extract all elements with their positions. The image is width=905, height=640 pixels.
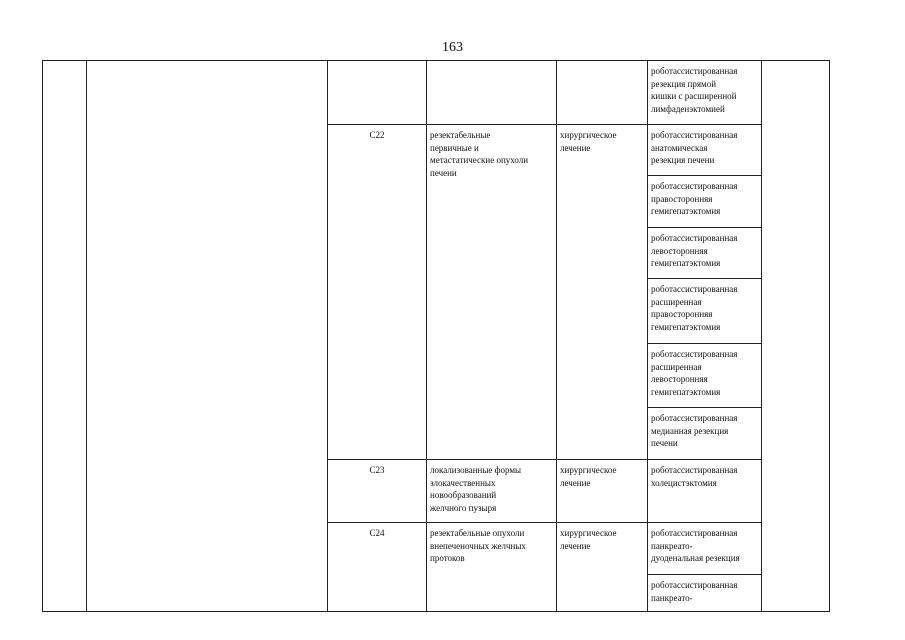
treatment-type-text: хирургическое лечение (560, 465, 617, 488)
treatment-type-cell (557, 125, 648, 460)
method-text: роботассистированная правосторонняя гемигепатэктомия (651, 181, 738, 216)
method-cell (648, 460, 762, 523)
method-text: роботассистированная панкреато- (651, 580, 738, 603)
method-cell (648, 344, 762, 408)
code-text: C24 (369, 528, 385, 538)
medical-procedures-table (42, 60, 830, 612)
number-column-cell (43, 61, 87, 612)
method-text: роботассистированная холецистэктомия (651, 465, 738, 488)
patient-model-text: резектабельные опухоли внепеченочных желчных протоков (430, 528, 526, 563)
method-cell (648, 523, 762, 575)
method-text: роботассистированная резекция прямой кишки с расширенной лимфаденэктомией (651, 66, 738, 114)
method-text: роботассистированная анатомическая резекция печени (651, 130, 738, 165)
method-cell (648, 408, 762, 460)
code-text: C23 (369, 465, 385, 475)
treatment-type-text: хирургическое лечение (560, 528, 617, 551)
method-cell (648, 228, 762, 279)
code-cell (328, 523, 427, 612)
method-text: роботассистированная расширенная правосторонняя гемигепатэктомия (651, 284, 738, 332)
treatment-type-text: хирургическое лечение (560, 130, 617, 153)
code-cell (328, 460, 427, 523)
code-cell (328, 61, 427, 125)
cost-column-cell (762, 61, 830, 612)
method-cell (648, 575, 762, 612)
treatment-type-cell (557, 61, 648, 125)
patient-model-cell (427, 460, 557, 523)
patient-model-cell (427, 61, 557, 125)
code-cell (328, 125, 427, 460)
profile-column-cell (87, 61, 328, 612)
method-text: роботассистированная расширенная левосторонняя гемигепатэктомия (651, 349, 738, 397)
treatment-type-cell (557, 523, 648, 612)
method-cell (648, 61, 762, 125)
table-row (43, 61, 830, 125)
treatment-type-cell (557, 460, 648, 523)
code-text: C22 (369, 130, 385, 140)
patient-model-cell (427, 523, 557, 612)
method-text: роботассистированная панкреато- дуоденальная резекция (651, 528, 740, 563)
method-cell (648, 279, 762, 344)
method-text: роботассистированная медианная резекция печени (651, 413, 738, 448)
page-number: 163 (442, 40, 463, 55)
method-text: роботассистированная левосторонняя гемигепатэктомия (651, 233, 738, 268)
patient-model-text: локализованные формы злокачественных новообразований желчного пузыря (430, 465, 522, 513)
method-cell (648, 176, 762, 228)
method-cell (648, 125, 762, 176)
patient-model-cell (427, 125, 557, 460)
patient-model-text: резектабельные первичные и метастатические опухоли печени (430, 130, 529, 178)
